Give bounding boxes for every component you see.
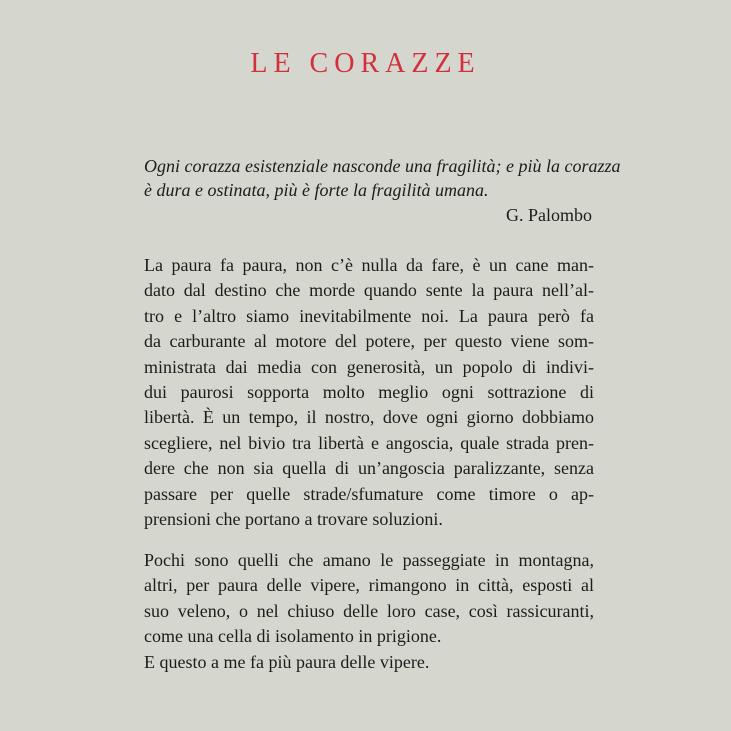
paragraph-line: Pochi sono quelli che amano le passeggiate in montagna, bbox=[144, 550, 594, 570]
paragraph-line: dato dal destino che morde quando sente la paura nell’al- bbox=[144, 280, 594, 301]
paragraph-line: altri, per paura delle vipere, rimangono in città, esposti al bbox=[144, 575, 594, 596]
paragraph-line: dere che non sia quella di un’angoscia paralizzante, senza bbox=[144, 458, 594, 479]
paragraph-line: La paura fa paura, non c’è nulla da fare, è un cane man- bbox=[144, 255, 594, 275]
paragraph-line: E questo a me fa più paura delle vipere. bbox=[144, 651, 430, 672]
paragraph-line: tro e l’altro siamo inevitabilmente noi. La paura però fa bbox=[144, 305, 594, 326]
paragraph-line: scegliere, nel bivio tra libertà e angoscia, quale strada pren- bbox=[144, 432, 594, 453]
paragraph-1 bbox=[144, 253, 594, 532]
epigraph bbox=[144, 154, 621, 202]
paragraph-line: ministrata dai media con generosità, un popolo di indivi- bbox=[144, 356, 594, 377]
epigraph-line: è dura e ostinata, più è forte la fragilità umana. bbox=[144, 180, 489, 200]
paragraph-line: suo veleno, o nel chiuso delle loro case, così rassicuranti, bbox=[144, 600, 594, 621]
epigraph-author: G. Palombo bbox=[505, 205, 592, 225]
paragraph-line: passare per quelle strade/sfumature come timore o ap- bbox=[144, 483, 594, 504]
epigraph-line: Ogni corazza esistenziale nasconde una fragilità; e più la corazza bbox=[144, 156, 621, 176]
paragraph-2 bbox=[144, 548, 594, 675]
paragraph-line: dui paurosi sopporta molto meglio ogni sottrazione di bbox=[144, 382, 594, 403]
paragraph-line: libertà. È un tempo, il nostro, dove ogni giorno dobbiamo bbox=[144, 407, 594, 428]
paragraph-line: prensioni che portano a trovare soluzioni. bbox=[144, 509, 443, 530]
paragraph-line: come una cella di isolamento in prigione. bbox=[144, 626, 442, 647]
paragraph-line: da carburante al motore del potere, per questo viene som- bbox=[144, 331, 594, 352]
page-title: LE CORAZZE bbox=[250, 48, 481, 79]
